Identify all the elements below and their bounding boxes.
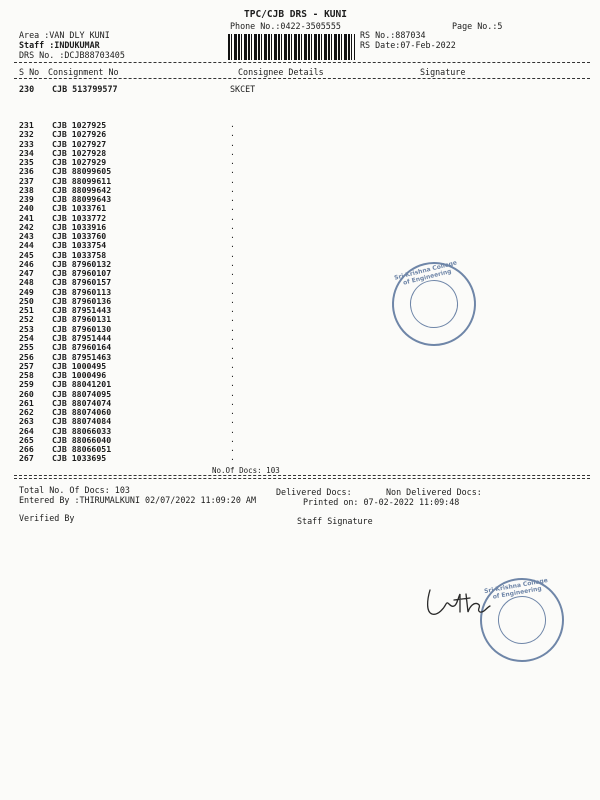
table-row — [0, 120, 600, 129]
column-header-sno: S No — [19, 67, 40, 77]
row-sno: 241 — [19, 212, 34, 223]
row-consignee-mark: . — [230, 193, 235, 204]
divider — [14, 78, 590, 79]
row-consignment: CJB 87951443 — [52, 305, 112, 316]
row-consignment: CJB 88041201 — [52, 379, 112, 390]
row-sno: 258 — [19, 370, 34, 381]
table-row — [0, 231, 600, 240]
row-sno: 237 — [19, 175, 34, 186]
table-row — [0, 287, 600, 296]
row-consignment: CJB 87960164 — [52, 342, 112, 353]
row-sno: 250 — [19, 295, 34, 306]
table-row — [0, 324, 600, 333]
phone-number: Phone No.:0422-3505555 — [230, 21, 341, 31]
row-consignee-mark: . — [230, 378, 235, 389]
row-consignment: CJB 1033758 — [52, 249, 107, 260]
drs-number: DRS No. :DCJB88703405 — [19, 50, 125, 60]
printed-on: Printed on: 07-02-2022 11:09:48 — [303, 497, 460, 507]
table-row — [0, 305, 600, 314]
page-number: Page No.:5 — [452, 21, 503, 31]
table-row — [0, 157, 600, 166]
row-sno: 247 — [19, 268, 34, 279]
row-consignee-mark: . — [230, 220, 235, 231]
staff-label: Staff :INDUKUMAR — [19, 40, 100, 50]
row-sno: 257 — [19, 360, 34, 371]
row-consignment: CJB 1027926 — [52, 129, 107, 140]
row-sno: 264 — [19, 425, 34, 436]
table-row — [0, 166, 600, 175]
verified-by: Verified By — [19, 513, 75, 523]
row-consignee-mark: . — [230, 415, 235, 426]
page-title: TPC/CJB DRS - KUNI — [244, 9, 347, 20]
row-sno: 265 — [19, 434, 34, 445]
row-sno: 232 — [19, 129, 34, 140]
table-row — [0, 426, 600, 435]
row-consignment: CJB 1000496 — [52, 370, 107, 381]
row-sno: 233 — [19, 138, 34, 149]
row-sno: 252 — [19, 314, 34, 325]
divider — [14, 62, 590, 63]
column-header-consignee: Consignee Details — [238, 67, 324, 77]
row-consignment: CJB 88099643 — [52, 194, 112, 205]
row-sno: 248 — [19, 277, 34, 288]
row-consignee-mark: . — [230, 267, 235, 278]
barcode — [228, 34, 355, 60]
table-row — [0, 370, 600, 379]
table-row — [0, 185, 600, 194]
row-sno: 261 — [19, 397, 34, 408]
table-row — [0, 333, 600, 342]
table-row — [0, 398, 600, 407]
table-row — [0, 139, 600, 148]
row-consignment: CJB 87960157 — [52, 277, 112, 288]
table-row — [0, 277, 600, 286]
first-row-consignment: CJB 513799577 — [52, 84, 118, 94]
row-consignee-mark: . — [230, 452, 235, 463]
row-consignee-mark: . — [230, 276, 235, 287]
row-consignee-mark: . — [230, 341, 235, 352]
row-consignee-mark: . — [230, 294, 235, 305]
row-sno: 236 — [19, 166, 34, 177]
row-consignment: CJB 88066033 — [52, 425, 112, 436]
row-sno: 259 — [19, 379, 34, 390]
table-row — [0, 129, 600, 138]
row-sno: 266 — [19, 444, 34, 455]
non-delivered-docs: Non Delivered Docs: — [386, 487, 482, 497]
row-consignee-mark: . — [230, 406, 235, 417]
first-row-consignee: SKCET — [230, 84, 256, 94]
divider — [14, 478, 590, 479]
table-row — [0, 268, 600, 277]
row-sno: 263 — [19, 416, 34, 427]
row-consignee-mark: . — [230, 443, 235, 454]
row-consignee-mark: . — [230, 257, 235, 268]
row-sno: 239 — [19, 194, 34, 205]
row-sno: 267 — [19, 453, 34, 464]
total-docs: Total No. Of Docs: 103 — [19, 485, 130, 495]
row-sno: 231 — [19, 120, 34, 130]
row-sno: 234 — [19, 147, 34, 158]
row-consignment: CJB 88074074 — [52, 397, 112, 408]
rs-number: RS No.:887034 — [360, 30, 426, 40]
divider — [14, 475, 590, 476]
row-consignee-mark: . — [230, 137, 235, 148]
row-consignee-mark: . — [230, 156, 235, 167]
table-row — [0, 176, 600, 185]
row-consignment: CJB 87960107 — [52, 268, 112, 279]
table-row — [0, 259, 600, 268]
row-consignment: CJB 1033760 — [52, 231, 107, 242]
row-sno: 251 — [19, 305, 34, 316]
row-sno: 256 — [19, 351, 34, 362]
row-consignment: CJB 87960132 — [52, 258, 112, 269]
row-consignee-mark: . — [230, 350, 235, 361]
table-row — [0, 250, 600, 259]
row-consignment: CJB 88099605 — [52, 166, 112, 177]
row-consignee-mark: . — [230, 313, 235, 324]
table-row — [0, 194, 600, 203]
column-header-consignment: Consignment No — [48, 67, 119, 77]
table-row — [0, 416, 600, 425]
table-row — [0, 389, 600, 398]
row-consignee-mark: . — [230, 174, 235, 185]
row-consignment: CJB 1027928 — [52, 147, 107, 158]
table-row — [0, 435, 600, 444]
row-sno: 254 — [19, 332, 34, 343]
row-consignee-mark: . — [230, 248, 235, 259]
seal-text: Sri Krishna College of Engineering — [393, 259, 458, 287]
row-consignee-mark: . — [230, 331, 235, 342]
row-consignee-mark: . — [230, 322, 235, 333]
row-consignee-mark: . — [230, 304, 235, 315]
table-row — [0, 453, 600, 462]
row-consignee-mark: . — [230, 285, 235, 296]
row-consignment: CJB 1033754 — [52, 240, 107, 251]
row-consignee-mark: . — [230, 202, 235, 213]
row-consignment: CJB 1033772 — [52, 212, 107, 223]
row-consignee-mark: . — [230, 424, 235, 435]
row-sno: 246 — [19, 258, 34, 269]
row-consignment: CJB 87960113 — [52, 286, 112, 297]
row-consignment: CJB 88066040 — [52, 434, 112, 445]
seal-text: Sri Krishna College of Engineering — [483, 576, 549, 601]
entered-by: Entered By :THIRUMALKUNI 02/07/2022 11:09:20 AM — [19, 495, 256, 505]
first-row-sno: 230 — [19, 84, 35, 94]
row-sno: 245 — [19, 249, 34, 260]
row-sno: 243 — [19, 231, 34, 242]
table-row — [0, 148, 600, 157]
table-row — [0, 342, 600, 351]
table-row — [0, 240, 600, 249]
row-consignment: CJB 1033916 — [52, 221, 107, 232]
row-consignee-mark: . — [230, 183, 235, 194]
table-row — [0, 407, 600, 416]
row-consignee-mark: . — [230, 119, 235, 129]
staff-signature-label: Staff Signature — [297, 516, 373, 526]
column-header-signature: Signature — [420, 67, 466, 77]
row-sno: 260 — [19, 388, 34, 399]
row-consignment: CJB 87960136 — [52, 295, 112, 306]
row-sno: 235 — [19, 157, 34, 168]
table-row — [0, 296, 600, 305]
row-consignee-mark: . — [230, 239, 235, 250]
row-consignee-mark: . — [230, 146, 235, 157]
row-consignee-mark: . — [230, 433, 235, 444]
table-row — [0, 379, 600, 388]
rs-date: RS Date:07-Feb-2022 — [360, 40, 456, 50]
table-row — [0, 222, 600, 231]
row-consignment: CJB 87951463 — [52, 351, 112, 362]
row-sno: 262 — [19, 407, 34, 418]
row-consignment: CJB 87960130 — [52, 323, 112, 334]
row-consignment: CJB 1027929 — [52, 157, 107, 168]
row-consignment: CJB 1027927 — [52, 138, 107, 149]
row-consignment: CJB 88066051 — [52, 444, 112, 455]
row-sno: 249 — [19, 286, 34, 297]
row-consignment: CJB 1033695 — [52, 453, 107, 464]
row-sno: 255 — [19, 342, 34, 353]
row-sno: 244 — [19, 240, 34, 251]
row-sno: 240 — [19, 203, 34, 214]
row-consignment: CJB 88074095 — [52, 388, 112, 399]
row-consignment: CJB 87951444 — [52, 332, 112, 343]
delivered-docs: Delivered Docs: — [276, 487, 352, 497]
row-consignee-mark: . — [230, 165, 235, 176]
table-row — [0, 352, 600, 361]
row-consignment: CJB 1000495 — [52, 360, 107, 371]
row-consignee-mark: . — [230, 396, 235, 407]
row-consignment: CJB 88099642 — [52, 184, 112, 195]
table-row — [0, 444, 600, 453]
row-sno: 242 — [19, 221, 34, 232]
no-of-docs: No.Of Docs: 103 — [212, 466, 280, 475]
row-consignment: CJB 1033761 — [52, 203, 107, 214]
row-consignment: CJB 88074084 — [52, 416, 112, 427]
table-row — [0, 361, 600, 370]
row-consignment: CJB 88099611 — [52, 175, 112, 186]
table-row — [0, 203, 600, 212]
row-consignee-mark: . — [230, 387, 235, 398]
row-consignee-mark: . — [230, 230, 235, 241]
area-label: Area :VAN DLY KUNI — [19, 30, 110, 40]
row-sno: 238 — [19, 184, 34, 195]
row-consignment: CJB 1027925 — [52, 120, 107, 130]
row-consignee-mark: . — [230, 369, 235, 380]
table-row — [0, 314, 600, 323]
row-consignee-mark: . — [230, 359, 235, 370]
row-consignee-mark: . — [230, 211, 235, 222]
handwritten-signature-icon — [424, 586, 494, 620]
row-consignment: CJB 87960131 — [52, 314, 112, 325]
row-sno: 253 — [19, 323, 34, 334]
row-consignment: CJB 88074060 — [52, 407, 112, 418]
table-row — [0, 213, 600, 222]
row-consignee-mark: . — [230, 128, 235, 139]
